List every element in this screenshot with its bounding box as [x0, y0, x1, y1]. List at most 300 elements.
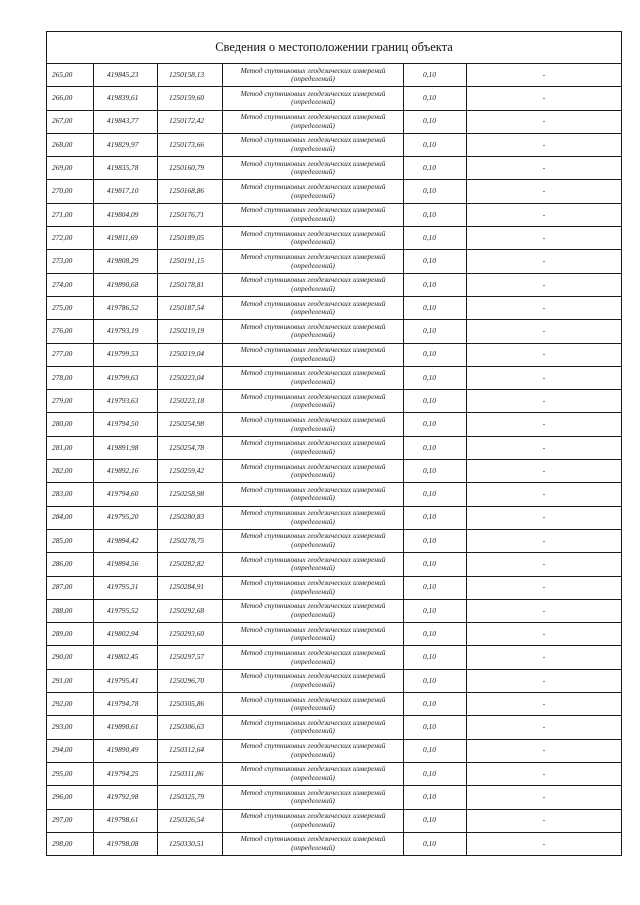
x-coordinate-cell: 419795,52: [94, 599, 158, 622]
description-cell: -: [467, 553, 622, 576]
point-number-cell: 293,00: [47, 716, 94, 739]
method-line-1: Метод спутниковых геодезических измерений: [240, 764, 386, 774]
accuracy-cell: 0,10: [404, 693, 467, 716]
table-row: [47, 599, 622, 622]
table-row: [47, 716, 622, 739]
description-cell: -: [467, 739, 622, 762]
y-coordinate-cell: 1250178,81: [158, 273, 223, 296]
method-cell: [223, 227, 404, 250]
y-coordinate-cell: 1250219,04: [158, 343, 223, 366]
table-row: [47, 669, 622, 692]
x-coordinate-cell: 419786,52: [94, 296, 158, 319]
accuracy-cell: 0,10: [404, 809, 467, 832]
point-number-cell: 297,00: [47, 809, 94, 832]
table-row: [47, 623, 622, 646]
table-row: [47, 436, 622, 459]
method-line-2: (определений): [291, 633, 335, 643]
x-coordinate-cell: 419802,94: [94, 623, 158, 646]
y-coordinate-cell: 1250160,79: [158, 157, 223, 180]
method-line-2: (определений): [291, 353, 335, 363]
method-cell: [223, 250, 404, 273]
description-cell: -: [467, 832, 622, 855]
method-line-1: Метод спутниковых геодезических измерений: [240, 205, 386, 215]
table-title-row: [47, 32, 622, 64]
table-row: [47, 227, 622, 250]
description-cell: -: [467, 436, 622, 459]
method-cell: [223, 529, 404, 552]
point-number-cell: 272,00: [47, 227, 94, 250]
method-cell: [223, 739, 404, 762]
y-coordinate-cell: 1250297,57: [158, 646, 223, 669]
method-cell: [223, 576, 404, 599]
y-coordinate-cell: 1250189,05: [158, 227, 223, 250]
method-line-1: Метод спутниковых геодезических измерений: [240, 158, 386, 168]
method-line-2: (определений): [291, 796, 335, 806]
method-cell: [223, 180, 404, 203]
x-coordinate-cell: 419795,31: [94, 576, 158, 599]
y-coordinate-cell: 1250282,82: [158, 553, 223, 576]
table-row: [47, 762, 622, 785]
table-row: [47, 203, 622, 226]
y-coordinate-cell: 1250284,91: [158, 576, 223, 599]
point-number-cell: 285,00: [47, 529, 94, 552]
description-cell: -: [467, 273, 622, 296]
y-coordinate-cell: 1250168,86: [158, 180, 223, 203]
accuracy-cell: 0,10: [404, 762, 467, 785]
method-line-2: (определений): [291, 400, 335, 410]
accuracy-cell: 0,10: [404, 273, 467, 296]
table-row: [47, 576, 622, 599]
accuracy-cell: 0,10: [404, 599, 467, 622]
method-line-2: (определений): [291, 120, 335, 130]
table-row: [47, 809, 622, 832]
description-cell: -: [467, 809, 622, 832]
method-cell: [223, 460, 404, 483]
method-line-1: Метод спутниковых геодезических измерений: [240, 694, 386, 704]
y-coordinate-cell: 1250176,71: [158, 203, 223, 226]
accuracy-cell: 0,10: [404, 87, 467, 110]
table-row: [47, 320, 622, 343]
x-coordinate-cell: 419793,63: [94, 390, 158, 413]
point-number-cell: 290,00: [47, 646, 94, 669]
method-line-2: (определений): [291, 493, 335, 503]
method-line-1: Метод спутниковых геодезических измерений: [240, 182, 386, 192]
x-coordinate-cell: 419835,78: [94, 157, 158, 180]
description-cell: -: [467, 669, 622, 692]
description-cell: -: [467, 390, 622, 413]
method-line-1: Метод спутниковых геодезических измерений: [240, 228, 386, 238]
x-coordinate-cell: 419794,78: [94, 693, 158, 716]
y-coordinate-cell: 1250223,18: [158, 390, 223, 413]
x-coordinate-cell: 419799,53: [94, 343, 158, 366]
method-line-1: Метод спутниковых геодезических измерений: [240, 834, 386, 844]
table-row: [47, 646, 622, 669]
method-cell: [223, 203, 404, 226]
method-line-2: (определений): [291, 703, 335, 713]
method-line-1: Метод спутниковых геодезических измерений: [240, 88, 386, 98]
accuracy-cell: 0,10: [404, 623, 467, 646]
table-row: [47, 483, 622, 506]
method-line-2: (определений): [291, 819, 335, 829]
method-line-2: (определений): [291, 773, 335, 783]
method-line-1: Метод спутниковых геодезических измерений: [240, 65, 386, 75]
method-line-2: (определений): [291, 74, 335, 84]
table-row: [47, 64, 622, 87]
method-line-1: Метод спутниковых геодезических измерений: [240, 275, 386, 285]
table-row: [47, 413, 622, 436]
accuracy-cell: 0,10: [404, 296, 467, 319]
y-coordinate-cell: 1250311,86: [158, 762, 223, 785]
method-line-2: (определений): [291, 446, 335, 456]
x-coordinate-cell: 419829,97: [94, 133, 158, 156]
method-line-1: Метод спутниковых геодезических измерений: [240, 461, 386, 471]
accuracy-cell: 0,10: [404, 506, 467, 529]
method-line-2: (определений): [291, 656, 335, 666]
x-coordinate-cell: 419817,10: [94, 180, 158, 203]
description-cell: -: [467, 110, 622, 133]
description-cell: -: [467, 529, 622, 552]
method-line-2: (определений): [291, 679, 335, 689]
point-number-cell: 286,00: [47, 553, 94, 576]
y-coordinate-cell: 1250254,98: [158, 413, 223, 436]
method-cell: [223, 87, 404, 110]
method-line-1: Метод спутниковых геодезических измерений: [240, 531, 386, 541]
method-cell: [223, 693, 404, 716]
x-coordinate-cell: 419795,20: [94, 506, 158, 529]
x-coordinate-cell: 419798,61: [94, 809, 158, 832]
accuracy-cell: 0,10: [404, 227, 467, 250]
method-line-2: (определений): [291, 167, 335, 177]
point-number-cell: 269,00: [47, 157, 94, 180]
point-number-cell: 288,00: [47, 599, 94, 622]
accuracy-cell: 0,10: [404, 739, 467, 762]
description-cell: -: [467, 693, 622, 716]
method-line-2: (определений): [291, 423, 335, 433]
x-coordinate-cell: 419802,45: [94, 646, 158, 669]
point-number-cell: 284,00: [47, 506, 94, 529]
method-line-2: (определений): [291, 726, 335, 736]
table-row: [47, 390, 622, 413]
method-cell: [223, 436, 404, 459]
method-cell: [223, 809, 404, 832]
point-number-cell: 294,00: [47, 739, 94, 762]
y-coordinate-cell: 1250258,98: [158, 483, 223, 506]
method-cell: [223, 296, 404, 319]
method-cell: [223, 646, 404, 669]
method-cell: [223, 623, 404, 646]
y-coordinate-cell: 1250259,42: [158, 460, 223, 483]
description-cell: -: [467, 599, 622, 622]
y-coordinate-cell: 1250191,15: [158, 250, 223, 273]
point-number-cell: 267,00: [47, 110, 94, 133]
method-line-2: (определений): [291, 307, 335, 317]
accuracy-cell: 0,10: [404, 110, 467, 133]
method-cell: [223, 110, 404, 133]
table-row: [47, 693, 622, 716]
y-coordinate-cell: 1250158,13: [158, 64, 223, 87]
y-coordinate-cell: 1250325,79: [158, 786, 223, 809]
table-row: [47, 786, 622, 809]
x-coordinate-cell: 419894,56: [94, 553, 158, 576]
table-row: [47, 529, 622, 552]
y-coordinate-cell: 1250305,86: [158, 693, 223, 716]
method-line-1: Метод спутниковых геодезических измерений: [240, 135, 386, 145]
description-cell: -: [467, 483, 622, 506]
x-coordinate-cell: 419839,61: [94, 87, 158, 110]
y-coordinate-cell: 1250326,54: [158, 809, 223, 832]
point-number-cell: 295,00: [47, 762, 94, 785]
accuracy-cell: 0,10: [404, 553, 467, 576]
table-row: [47, 180, 622, 203]
method-line-1: Метод спутниковых геодезических измерений: [240, 578, 386, 588]
y-coordinate-cell: 1250293,60: [158, 623, 223, 646]
method-cell: [223, 366, 404, 389]
accuracy-cell: 0,10: [404, 366, 467, 389]
method-line-1: Метод спутниковых геодезических измерений: [240, 601, 386, 611]
description-cell: -: [467, 180, 622, 203]
method-line-2: (определений): [291, 144, 335, 154]
method-line-2: (определений): [291, 283, 335, 293]
table-row: [47, 506, 622, 529]
description-cell: -: [467, 250, 622, 273]
x-coordinate-cell: 419804,09: [94, 203, 158, 226]
point-number-cell: 283,00: [47, 483, 94, 506]
description-cell: -: [467, 646, 622, 669]
accuracy-cell: 0,10: [404, 669, 467, 692]
y-coordinate-cell: 1250223,04: [158, 366, 223, 389]
method-line-1: Метод спутниковых геодезических измерений: [240, 415, 386, 424]
method-cell: [223, 599, 404, 622]
description-cell: -: [467, 227, 622, 250]
accuracy-cell: 0,10: [404, 64, 467, 87]
x-coordinate-cell: 419811,69: [94, 227, 158, 250]
method-line-1: Метод спутниковых геодезических измерений: [240, 624, 386, 634]
description-cell: -: [467, 576, 622, 599]
point-number-cell: 292,00: [47, 693, 94, 716]
method-line-1: Метод спутниковых геодезических измерений: [240, 717, 386, 727]
y-coordinate-cell: 1250296,70: [158, 669, 223, 692]
y-coordinate-cell: 1250306,63: [158, 716, 223, 739]
description-cell: -: [467, 203, 622, 226]
method-cell: [223, 762, 404, 785]
x-coordinate-cell: 419793,19: [94, 320, 158, 343]
y-coordinate-cell: 1250187,54: [158, 296, 223, 319]
y-coordinate-cell: 1250312,64: [158, 739, 223, 762]
description-cell: -: [467, 343, 622, 366]
table-row: [47, 110, 622, 133]
method-line-2: (определений): [291, 540, 335, 550]
x-coordinate-cell: 419890,68: [94, 273, 158, 296]
accuracy-cell: 0,10: [404, 133, 467, 156]
method-cell: [223, 506, 404, 529]
point-number-cell: 273,00: [47, 250, 94, 273]
table-row: [47, 157, 622, 180]
accuracy-cell: 0,10: [404, 483, 467, 506]
point-number-cell: 291,00: [47, 669, 94, 692]
description-cell: -: [467, 366, 622, 389]
method-line-2: (определений): [291, 749, 335, 759]
accuracy-cell: 0,10: [404, 529, 467, 552]
point-number-cell: 278,00: [47, 366, 94, 389]
x-coordinate-cell: 419890,61: [94, 716, 158, 739]
description-cell: -: [467, 87, 622, 110]
x-coordinate-cell: 419892,16: [94, 460, 158, 483]
accuracy-cell: 0,10: [404, 203, 467, 226]
method-line-2: (определений): [291, 842, 335, 852]
point-number-cell: 270,00: [47, 180, 94, 203]
x-coordinate-cell: 419795,41: [94, 669, 158, 692]
accuracy-cell: 0,10: [404, 180, 467, 203]
point-number-cell: 279,00: [47, 390, 94, 413]
table-title: Сведения о местоположении границ объекта: [47, 32, 622, 64]
method-cell: [223, 553, 404, 576]
point-number-cell: 282,00: [47, 460, 94, 483]
method-cell: [223, 786, 404, 809]
y-coordinate-cell: 1250159,60: [158, 87, 223, 110]
table-body: [47, 32, 622, 856]
y-coordinate-cell: 1250254,78: [158, 436, 223, 459]
description-cell: -: [467, 623, 622, 646]
method-cell: [223, 716, 404, 739]
method-line-2: (определений): [291, 237, 335, 247]
method-line-2: (определений): [291, 260, 335, 270]
description-cell: -: [467, 786, 622, 809]
point-number-cell: 266,00: [47, 87, 94, 110]
x-coordinate-cell: 419794,25: [94, 762, 158, 785]
method-cell: [223, 157, 404, 180]
point-number-cell: 274,00: [47, 273, 94, 296]
point-number-cell: 281,00: [47, 436, 94, 459]
method-cell: [223, 320, 404, 343]
table-row: [47, 366, 622, 389]
table-row: [47, 250, 622, 273]
accuracy-cell: 0,10: [404, 646, 467, 669]
table-row: [47, 343, 622, 366]
method-line-1: Метод спутниковых геодезических измерений: [240, 112, 386, 122]
point-number-cell: 271,00: [47, 203, 94, 226]
method-line-1: Метод спутниковых геодезических измерений: [240, 811, 386, 821]
x-coordinate-cell: 419891,98: [94, 436, 158, 459]
y-coordinate-cell: 1250330,51: [158, 832, 223, 855]
method-cell: [223, 413, 404, 436]
x-coordinate-cell: 419794,50: [94, 413, 158, 436]
x-coordinate-cell: 419798,08: [94, 832, 158, 855]
point-number-cell: 265,00: [47, 64, 94, 87]
method-line-2: (определений): [291, 213, 335, 223]
method-line-2: (определений): [291, 516, 335, 526]
accuracy-cell: 0,10: [404, 436, 467, 459]
table-row: [47, 273, 622, 296]
x-coordinate-cell: 419894,42: [94, 529, 158, 552]
method-line-1: Метод спутниковых геодезических измерений: [240, 345, 386, 355]
accuracy-cell: 0,10: [404, 413, 467, 436]
method-line-1: Метод спутниковых геодезических измерений: [240, 251, 386, 261]
point-number-cell: 280,00: [47, 413, 94, 436]
y-coordinate-cell: 1250219,19: [158, 320, 223, 343]
accuracy-cell: 0,10: [404, 157, 467, 180]
description-cell: -: [467, 320, 622, 343]
method-line-1: Метод спутниковых геодезических измерений: [240, 787, 386, 797]
description-cell: -: [467, 296, 622, 319]
accuracy-cell: 0,10: [404, 343, 467, 366]
accuracy-cell: 0,10: [404, 576, 467, 599]
point-number-cell: 268,00: [47, 133, 94, 156]
description-cell: -: [467, 762, 622, 785]
method-line-1: Метод спутниковых геодезических измерений: [240, 368, 386, 378]
accuracy-cell: 0,10: [404, 716, 467, 739]
table-row: [47, 133, 622, 156]
x-coordinate-cell: 419843,77: [94, 110, 158, 133]
method-cell: [223, 343, 404, 366]
point-number-cell: 298,00: [47, 832, 94, 855]
method-cell: [223, 273, 404, 296]
x-coordinate-cell: 419794,60: [94, 483, 158, 506]
table-row: [47, 460, 622, 483]
method-line-2: (определений): [291, 97, 335, 107]
method-line-2: (определений): [291, 586, 335, 596]
method-cell: [223, 390, 404, 413]
description-cell: -: [467, 506, 622, 529]
table-row: [47, 296, 622, 319]
point-number-cell: 275,00: [47, 296, 94, 319]
accuracy-cell: 0,10: [404, 320, 467, 343]
x-coordinate-cell: 419845,23: [94, 64, 158, 87]
boundary-coordinates-sheet: [46, 31, 621, 856]
method-line-1: Метод спутниковых геодезических измерений: [240, 438, 386, 448]
y-coordinate-cell: 1250173,66: [158, 133, 223, 156]
method-line-1: Метод спутниковых геодезических измерений: [240, 298, 386, 308]
method-line-1: Метод спутниковых геодезических измерений: [240, 508, 386, 518]
method-cell: [223, 483, 404, 506]
accuracy-cell: 0,10: [404, 832, 467, 855]
point-number-cell: 296,00: [47, 786, 94, 809]
table-row: [47, 832, 622, 855]
method-line-2: (определений): [291, 190, 335, 200]
point-number-cell: 289,00: [47, 623, 94, 646]
method-line-1: Метод спутниковых геодезических измерений: [240, 671, 386, 681]
y-coordinate-cell: 1250280,83: [158, 506, 223, 529]
y-coordinate-cell: 1250172,42: [158, 110, 223, 133]
description-cell: -: [467, 413, 622, 436]
description-cell: -: [467, 133, 622, 156]
description-cell: -: [467, 64, 622, 87]
method-cell: [223, 64, 404, 87]
point-number-cell: 276,00: [47, 320, 94, 343]
accuracy-cell: 0,10: [404, 390, 467, 413]
point-number-cell: 287,00: [47, 576, 94, 599]
table-row: [47, 87, 622, 110]
description-cell: -: [467, 716, 622, 739]
boundary-coordinates-table: [46, 31, 622, 856]
accuracy-cell: 0,10: [404, 460, 467, 483]
method-line-2: (определений): [291, 470, 335, 480]
method-line-2: (определений): [291, 330, 335, 340]
x-coordinate-cell: 419808,29: [94, 250, 158, 273]
method-line-2: (определений): [291, 377, 335, 386]
method-line-2: (определений): [291, 609, 335, 619]
y-coordinate-cell: 1250292,68: [158, 599, 223, 622]
method-cell: [223, 832, 404, 855]
accuracy-cell: 0,10: [404, 250, 467, 273]
x-coordinate-cell: 419799,63: [94, 366, 158, 389]
point-number-cell: 277,00: [47, 343, 94, 366]
description-cell: -: [467, 157, 622, 180]
method-line-2: (определений): [291, 563, 335, 573]
method-line-1: Метод спутниковых геодезических измерений: [240, 741, 386, 751]
method-line-1: Метод спутниковых геодезических измерений: [240, 647, 386, 657]
method-cell: [223, 133, 404, 156]
description-cell: -: [467, 460, 622, 483]
